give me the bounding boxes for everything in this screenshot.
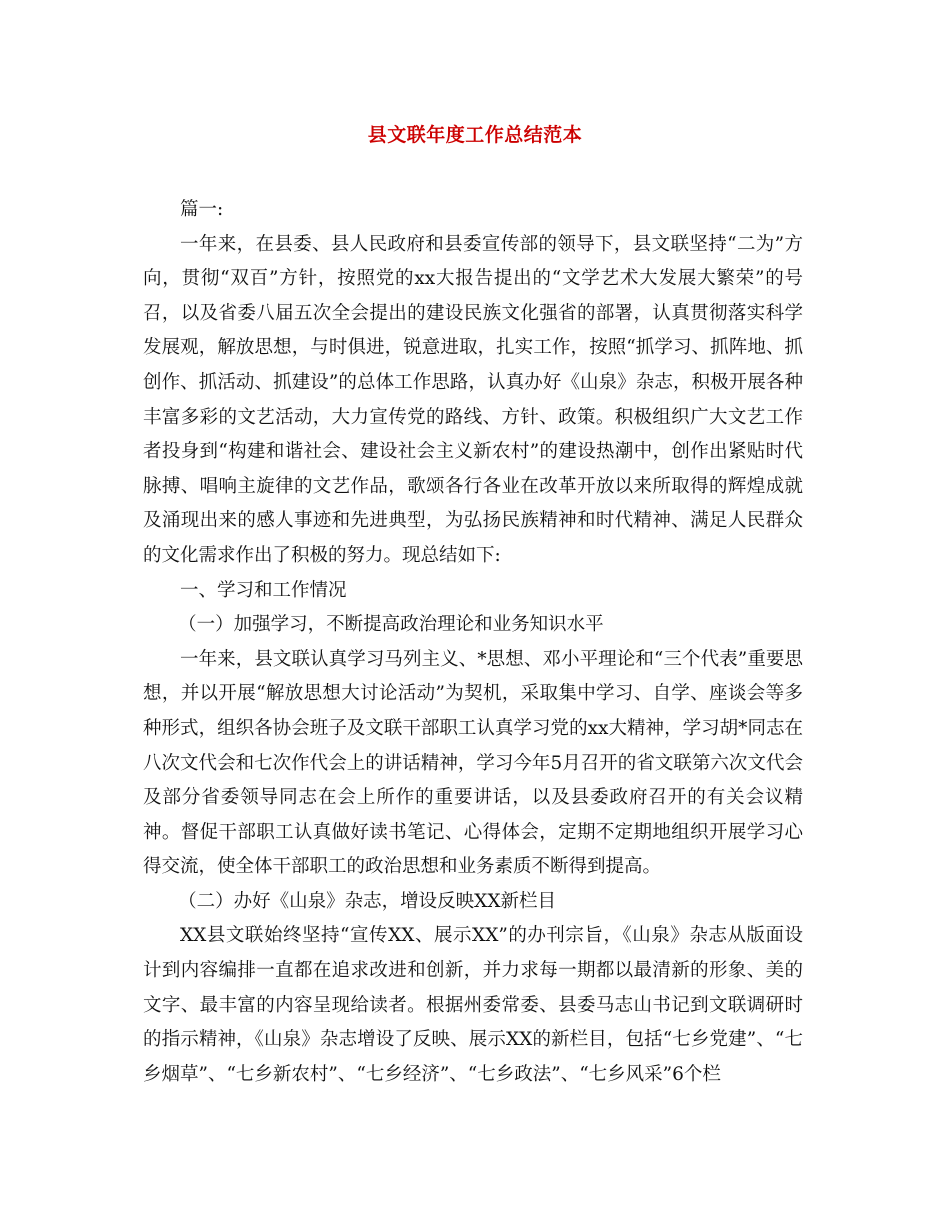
magazine-paragraph: XX县文联始终坚持“宣传XX、展示XX”的办刊宗旨，《山泉》杂志从版面设计到内容编排一直都在追求改进和创新，并力求每一期都以最清新的形象、美的文字、最丰富的内容呈现给读者。根据州委常委、县委马志山书记到文联调研时的指示精神，《山泉》杂志增设了反映、展示XX的新栏目，包括“七乡党建”、“七乡烟草”、“七乡新农村”、“七乡经济”、“七乡政法”、“七乡风采”6个栏 xyxy=(143,925,803,1085)
subsection-heading-1: （一）加强学习，不断提高政治理论和业务知识水平 xyxy=(178,614,604,636)
document-body xyxy=(143,193,803,1092)
intro-paragraph: 一年来，在县委、县人民政府和县委宣传部的领导下，县文联坚持“二为”方向，贯彻“双百”方针，按照党的xx大报告提出的“文学艺术大发展大繁荣”的号召，以及省委八届五次全会提出的建设民族文化强省的部署，认真贯彻落实科学发展观，解放思想，与时俱进，锐意进取，扎实工作，按照“抓学习、抓阵地、抓创作、抓活动、抓建设”的总体工作思路，认真办好《山泉》杂志，积极开展各种丰富多彩的文艺活动，大力宣传党的路线、方针、政策。积极组织广大文艺工作者投身到“构建和谐社会、建设社会主义新农村”的建设热潮中，创作出紧贴时代脉搏、唱响主旋律的文艺作品，歌颂各行各业在改革开放以来所取得的辉煌成就及涌现出来的感人事迹和先进典型，为弘扬民族精神和时代精神、满足人民群众的文化需求作出了积极的努力。现总结如下: xyxy=(143,233,803,566)
section-heading: 一、学习和工作情况 xyxy=(180,579,347,601)
section-label: 篇一: xyxy=(180,199,224,220)
study-paragraph: 一年来，县文联认真学习马列主义、*思想、邓小平理论和“三个代表”重要思想，并以开展“解放思想大讨论活动”为契机，采取集中学习、自学、座谈会等多种形式，组织各协会班子及文联干部职工认真学习党的xx大精神，学习胡*同志在八次文代会和七次作代会上的讲话精神，学习今年5月召开的省文联第六次文代会及部分省委领导同志在会上所作的重要讲话，以及县委政府召开的有关会议精神。督促干部职工认真做好读书笔记、心得体会，定期不定期地组织开展学习心得交流，使全体干部职工的政治思想和业务素质不断得到提高。 xyxy=(143,648,803,878)
subsection-heading-2: （二）办好《山泉》杂志，增设反映XX新栏目 xyxy=(178,890,556,912)
document-title: 县文联年度工作总结范本 xyxy=(367,124,583,146)
